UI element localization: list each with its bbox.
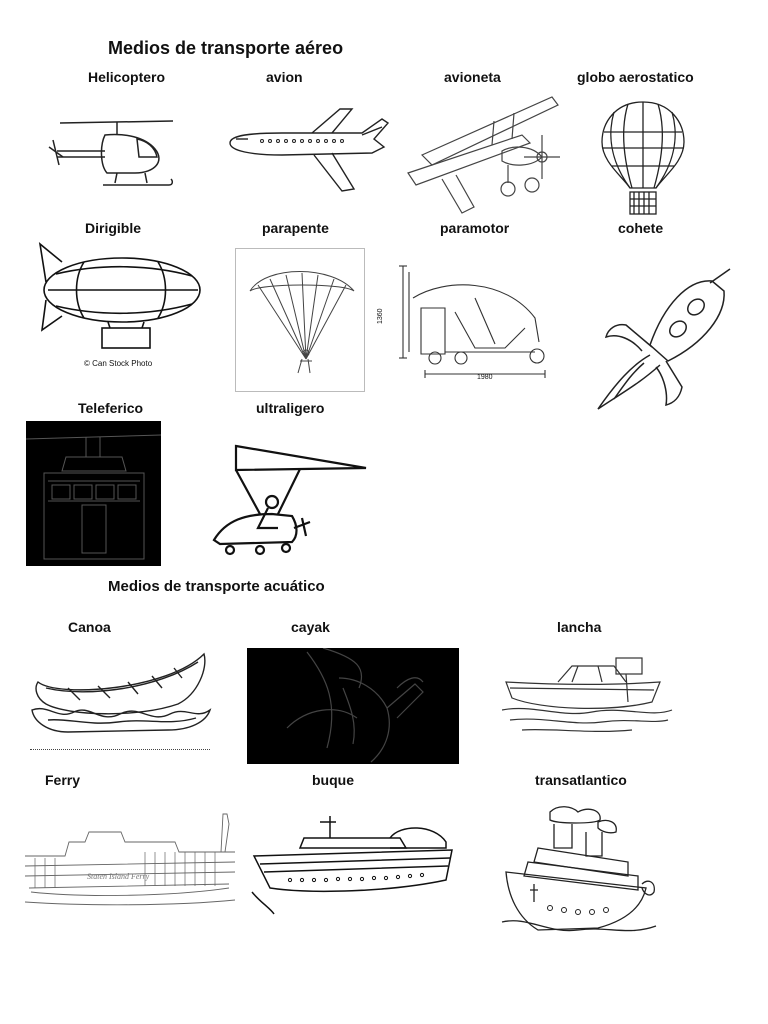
biplane-icon [402,95,572,215]
label-cayak: cayak [291,619,330,635]
paraglider-icon [235,248,365,392]
hot-air-balloon-icon [598,100,688,218]
ferry-hull-text: Staten Island Ferry [87,872,150,881]
paramotor-height-dim: 1360 [377,308,384,324]
label-avioneta: avioneta [444,69,501,85]
label-parapente: parapente [262,220,329,236]
label-helicoptero: Helicoptero [88,69,166,85]
label-dirigible: Dirigible [85,220,142,236]
ocean-liner-icon [498,802,660,940]
label-ultraligero: ultraligero [256,400,325,416]
paramotor-icon [377,258,553,384]
canoe-divider [30,749,210,750]
label-canoa: Canoa [68,619,111,635]
airship-credit: © Can Stock Photo [84,359,153,368]
kayak-icon [247,648,459,764]
label-cohete: cohete [618,220,664,236]
ship-icon [250,808,460,918]
label-teleferico: Teleferico [78,400,144,416]
air-section-title: Medios de transporte aéreo [108,38,344,58]
ultralight-icon [206,436,371,561]
cable-car-icon [26,421,161,566]
paramotor-width-dim: 1980 [477,374,493,381]
label-transatlantico: transatlantico [535,772,627,788]
label-lancha: lancha [557,619,602,635]
label-buque: buque [312,772,354,788]
airship-icon [38,238,203,373]
canoe-icon [28,648,213,740]
label-paramotor: paramotor [440,220,510,236]
ferry-icon [25,812,235,912]
airplane-icon [222,105,392,195]
label-ferry: Ferry [45,772,81,788]
label-globo-aerostatico: globo aerostatico [577,69,694,85]
label-avion: avion [266,69,303,85]
helicopter-icon [45,115,180,195]
motorboat-icon [502,652,674,750]
water-section-title: Medios de transporte acuático [108,578,325,595]
rocket-icon [592,265,737,415]
